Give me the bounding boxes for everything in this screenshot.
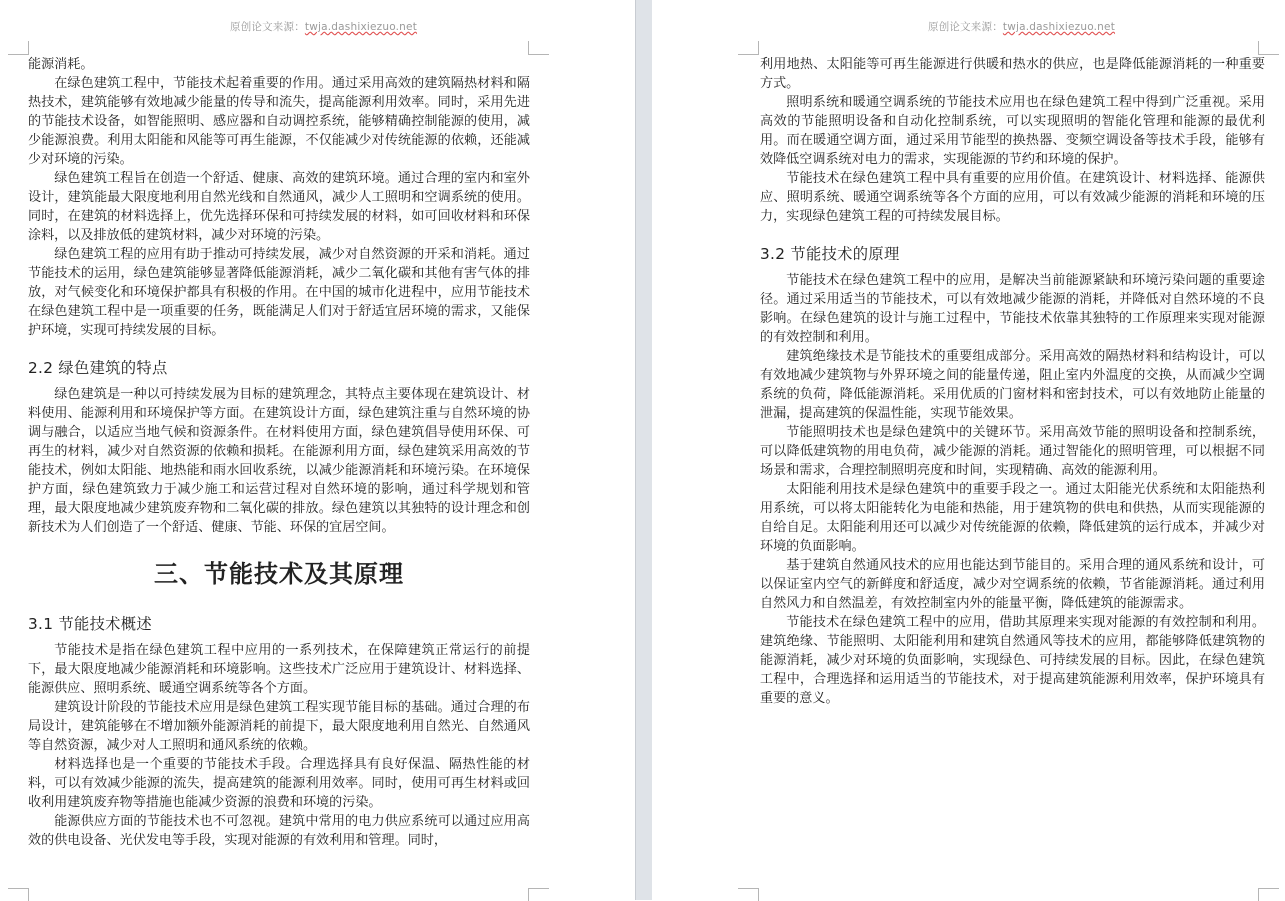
document-page-left [0, 0, 635, 900]
crop-mark [528, 888, 549, 901]
page-body-right [760, 55, 1265, 708]
chapter-heading-3: 三、节能技术及其原理 [154, 560, 404, 588]
paragraph: 照明系统和暖通空调系统的节能技术应用也在绿色建筑工程中得到广泛重视。采用高效的节能照明设备和自动化控制系统，可以实现照明的智能化管理和能源的最优利用。而在暖通空调方面，通过采用节能型的换热器、变频空调设备等技术手段，能够有效降低空调系统对电力的需求，实现能源的节约和环境的保护。 [760, 95, 1265, 167]
paragraph: 能源消耗。 [28, 57, 94, 72]
paragraph: 建筑设计阶段的节能技术应用是绿色建筑工程实现节能目标的基础。通过合理的布局设计，建筑能够在不增加额外能源消耗的前提下，最大限度地利用自然光、自然通风等自然资源，减少对人工照明和通风系统的依赖。 [28, 700, 530, 753]
section-heading-3-2: 3.2 节能技术的原理 [760, 245, 900, 263]
paragraph: 绿色建筑工程旨在创造一个舒适、健康、高效的建筑环境。通过合理的室内和室外设计，建筑能最大限度地利用自然光线和自然通风，减少人工照明和空调系统的使用。同时，在建筑的材料选择上，优先选择环保和可持续发展的材料，如可回收材料和环保涂料，以及排放低的建筑材料，减少对环境的污染。 [28, 171, 530, 243]
crop-mark [1258, 41, 1279, 55]
paragraph: 节能技术在绿色建筑工程中的应用，是解决当前能源紧缺和环境污染问题的重要途径。通过采用适当的节能技术，可以有效地减少能源的消耗，并降低对自然环境的不良影响。在绿色建筑的设计与施工过程中，节能技术依靠其独特的工作原理来实现对能源的有效控制和利用。 [760, 273, 1265, 345]
watermark-prefix: 原创论文来源： [928, 21, 1003, 33]
document-page-right [652, 0, 1285, 900]
paragraph: 太阳能利用技术是绿色建筑中的重要手段之一。通过太阳能光伏系统和太阳能热利用系统，可以将太阳能转化为电能和热能，用于建筑物的供电和供热，从而实现能源的自给自足。太阳能利用还可以减少对传统能源的依赖，降低建筑的运行成本，并减少对环境的负面影响。 [760, 482, 1265, 554]
crop-mark [738, 888, 759, 901]
paragraph: 基于建筑自然通风技术的应用也能达到节能目的。采用合理的通风系统和设计，可以保证室内空气的新鲜度和舒适度，减少对空调系统的依赖，节省能源消耗。通过利用自然风力和自然温差，有效控制室内外的能量平衡，降低建筑的能源需求。 [760, 558, 1265, 611]
crop-mark [8, 41, 29, 55]
paragraph: 能源供应方面的节能技术也不可忽视。建筑中常用的电力供应系统可以通过应用高效的供电设备、光伏发电等手段，实现对能源的有效利用和管理。同时， [28, 814, 530, 848]
paragraph: 在绿色建筑工程中，节能技术起着重要的作用。通过采用高效的建筑隔热材料和隔热技术，建筑能够有效地减少能量的传导和流失，提高能源利用效率。同时，采用先进的节能技术设备，如智能照明、感应器和自动调控系统，能够精确控制能源的使用，减少能源浪费。利用太阳能和风能等可再生能源，不仅能减少对传统能源的依赖，还能减少对环境的污染。 [28, 76, 530, 167]
paragraph: 节能技术在绿色建筑工程中具有重要的应用价值。在建筑设计、材料选择、能源供应、照明系统、暖通空调系统等各个方面的应用，可以有效减少能源的消耗和环境的压力，实现绿色建筑工程的可持续发展目标。 [760, 171, 1265, 224]
paragraph: 节能技术在绿色建筑工程中的应用，借助其原理来实现对能源的有效控制和利用。建筑绝缘、节能照明、太阳能利用和建筑自然通风等技术的应用，都能够降低建筑物的能源消耗，减少对环境的负面影响，实现绿色、可持续发展的目标。因此，在绿色建筑工程中，合理选择和运用适当的节能技术，对于提高建筑能源利用效率，保护环境具有重要的意义。 [760, 615, 1265, 706]
watermark-url[interactable]: twja.dashixiezuo.net [1002, 21, 1116, 33]
crop-mark [528, 41, 549, 55]
section-heading-2-2: 2.2 绿色建筑的特点 [28, 359, 168, 377]
page-body-left [28, 55, 530, 850]
header-watermark [230, 19, 417, 34]
crop-mark [8, 888, 29, 901]
paragraph: 绿色建筑工程的应用有助于推动可持续发展，减少对自然资源的开采和消耗。通过节能技术的运用，绿色建筑能够显著降低能源消耗，减少二氧化碳和其他有害气体的排放，对气候变化和环境保护都具有积极的作用。在中国的城市化进程中，应用节能技术在绿色建筑工程中是一项重要的任务，既能满足人们对于舒适宜居环境的需求，又能保护环境，实现可持续发展的目标。 [28, 247, 530, 338]
paragraph: 利用地热、太阳能等可再生能源进行供暖和热水的供应，也是降低能源消耗的一种重要方式。 [760, 57, 1265, 91]
section-heading-3-1: 3.1 节能技术概述 [28, 615, 152, 633]
crop-mark [1258, 888, 1279, 901]
watermark-url[interactable]: twja.dashixiezuo.net [304, 21, 418, 33]
watermark-prefix: 原创论文来源： [230, 21, 305, 33]
paragraph: 绿色建筑是一种以可持续发展为目标的建筑理念，其特点主要体现在建筑设计、材料使用、能源利用和环境保护等方面。在建筑设计方面，绿色建筑注重与自然环境的协调与融合，以适应当地气候和资源条件。在材料使用方面，绿色建筑倡导使用环保、可再生的材料，减少对自然资源的依赖和损耗。在能源利用方面，绿色建筑采用高效的节能技术，例如太阳能、地热能和雨水回收系统，以减少能源消耗和环境污染。在环境保护方面，绿色建筑致力于减少施工和运营过程对自然环境的影响，通过科学规划和管理，最大限度地减少建筑废弃物和二氧化碳的排放。绿色建筑以其独特的设计理念和创新技术为人们创造了一个舒适、健康、节能、环保的宜居空间。 [28, 387, 530, 535]
paragraph: 建筑绝缘技术是节能技术的重要组成部分。采用高效的隔热材料和结构设计，可以有效地减少建筑物与外界环境之间的能量传递，阻止室内外温度的交换，从而减少空调系统的负荷，降低能源消耗。采用优质的门窗材料和密封技术，可以有效地防止能量的泄漏，提高建筑的保温性能，实现节能效果。 [760, 349, 1265, 421]
page-gap [635, 0, 653, 900]
header-watermark [928, 19, 1115, 34]
crop-mark [738, 41, 759, 55]
paragraph: 材料选择也是一个重要的节能技术手段。合理选择具有良好保温、隔热性能的材料，可以有效减少能源的流失，提高建筑的能源利用效率。同时，使用可再生材料或回收利用建筑废弃物等措施也能减少资源的浪费和环境的污染。 [28, 757, 530, 810]
paragraph: 节能照明技术也是绿色建筑中的关键环节。采用高效节能的照明设备和控制系统，可以降低建筑物的用电负荷，减少能源的消耗。通过智能化的照明管理，可以根据不同场景和需求，合理控制照明亮度和时间，实现精确、高效的能源利用。 [760, 425, 1265, 478]
paragraph: 节能技术是指在绿色建筑工程中应用的一系列技术，在保障建筑正常运行的前提下，最大限度地减少能源消耗和环境影响。这些技术广泛应用于建筑设计、材料选择、能源供应、照明系统、暖通空调系统等各个方面。 [28, 643, 530, 696]
